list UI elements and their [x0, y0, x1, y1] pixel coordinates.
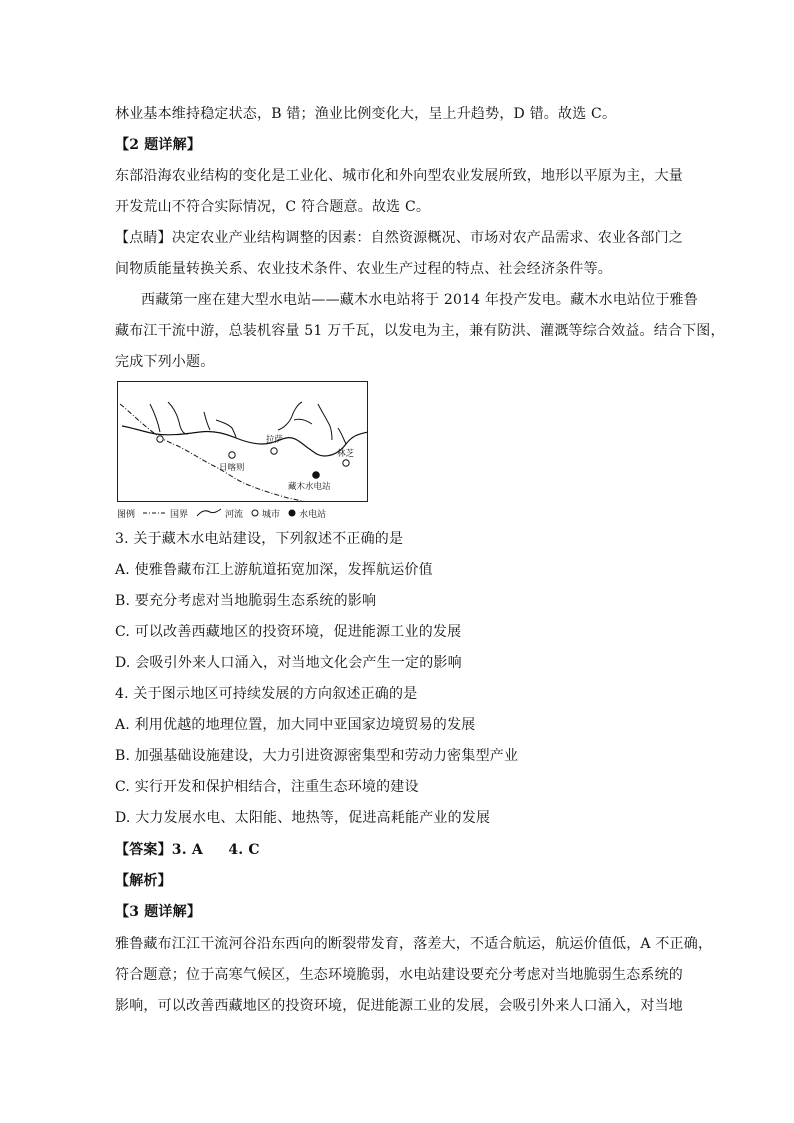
text-line: 雅鲁藏布江江干流河谷沿东西向的断裂带发育，落差大，不适合航运，航运价值低，A 不正确， — [115, 936, 713, 952]
river-tributary — [318, 404, 332, 440]
river-tributary — [150, 404, 160, 432]
map-drawing — [118, 382, 368, 502]
question-option: A. 使雅鲁藏布江上游航道拓宽加深，发挥航运价值 — [115, 562, 433, 578]
question-stem: 3. 关于藏木水电站建设，下列叙述不正确的是 — [115, 531, 404, 547]
text-line: 符合题意；位于高寒气候区，生态环境脆弱，水电站建设要充分考虑对当地脆弱生态系统的 — [115, 967, 683, 983]
river-tributary — [204, 412, 210, 430]
detail-heading: 【3 题详解】 — [115, 904, 202, 920]
section-heading: 【2 题详解】 — [115, 137, 202, 153]
river-tributary — [338, 428, 346, 444]
map-figure — [117, 381, 368, 502]
legend-city: 城市 — [262, 509, 281, 520]
legend-border: 国界 — [170, 509, 189, 520]
map-legend — [117, 505, 326, 521]
question-stem: 4. 关于图示地区可持续发展的方向叙述正确的是 — [115, 686, 418, 702]
text-line: 开发荒山不符合实际情况，C 符合题意。故选 C。 — [115, 199, 431, 215]
legend-river: 河流 — [225, 509, 244, 520]
text-line: 林业基本维持稳定状态，B 错；渔业比例变化大，呈上升趋势，D 错。故选 C。 — [115, 106, 617, 122]
question-option: C. 可以改善西藏地区的投资环境，促进能源工业的发展 — [115, 624, 462, 640]
shigatse-marker — [229, 452, 235, 458]
border-legend-icon — [143, 510, 167, 516]
station-legend-icon — [288, 509, 296, 517]
border-line — [120, 404, 314, 502]
text-line: 间物质能量转换关系、农业技术条件、农业生产过程的特点、社会经济条件等。 — [115, 261, 612, 277]
shigatse-label: 日喀则 — [219, 463, 245, 473]
nyingchi-label: 林芝 — [337, 449, 355, 459]
text-line: 【点睛】决定农业产业结构调整的因素：自然资源概况、市场对农产品需求、农业各部门之 — [115, 230, 683, 246]
city-legend-icon — [251, 509, 259, 517]
text-line: 西藏第一座在建大型水电站——藏木水电站将于 2014 年投产发电。藏木水电站位于雅鲁 — [141, 292, 698, 308]
zangmu-station-marker — [312, 471, 320, 479]
question-option: B. 加强基础设施建设，大力引进资源密集型和劳动力密集型产业 — [115, 748, 519, 764]
lhasa-label: 拉萨 — [266, 435, 284, 445]
river-tributary — [216, 420, 236, 438]
question-option: D. 会吸引外来人口涌入，对当地文化会产生一定的影响 — [115, 655, 462, 671]
question-option: C. 实行开发和保护相结合，注重生态环境的建设 — [115, 779, 419, 795]
river-legend-icon — [196, 508, 222, 518]
analysis-heading: 【解析】 — [115, 873, 172, 889]
text-line: 东部沿海农业结构的变化是工业化、城市化和外向型农业发展所致，地形以平原为主，大量 — [115, 168, 683, 184]
zangmu-label: 藏木水电站 — [288, 482, 331, 492]
river-tributary — [278, 402, 302, 430]
river-tributary — [168, 402, 188, 434]
legend-title: 图例 — [117, 509, 136, 520]
text-line: 完成下列小题。 — [115, 354, 215, 370]
city-marker — [157, 436, 163, 442]
question-option: A. 利用优越的地理位置，加大同中亚国家边境贸易的发展 — [115, 717, 476, 733]
question-option: B. 要充分考虑对当地脆弱生态系统的影响 — [115, 593, 377, 609]
legend-station: 水电站 — [299, 509, 327, 520]
question-option: D. 大力发展水电、太阳能、地热等，促进高耗能产业的发展 — [115, 810, 491, 826]
nyingchi-marker — [343, 460, 349, 466]
text-line: 藏布江干流中游，总装机容量 51 万千瓦，以发电为主，兼有防洪、灌溉等综合效益。结合下图， — [115, 323, 725, 339]
river-tributary — [294, 419, 312, 424]
lhasa-marker — [271, 448, 277, 454]
text-line: 影响，可以改善西藏地区的投资环境，促进能源工业的发展，会吸引外来人口涌入，对当地 — [115, 998, 683, 1014]
answer-line: 【答案】3. A 4. C — [115, 842, 260, 858]
